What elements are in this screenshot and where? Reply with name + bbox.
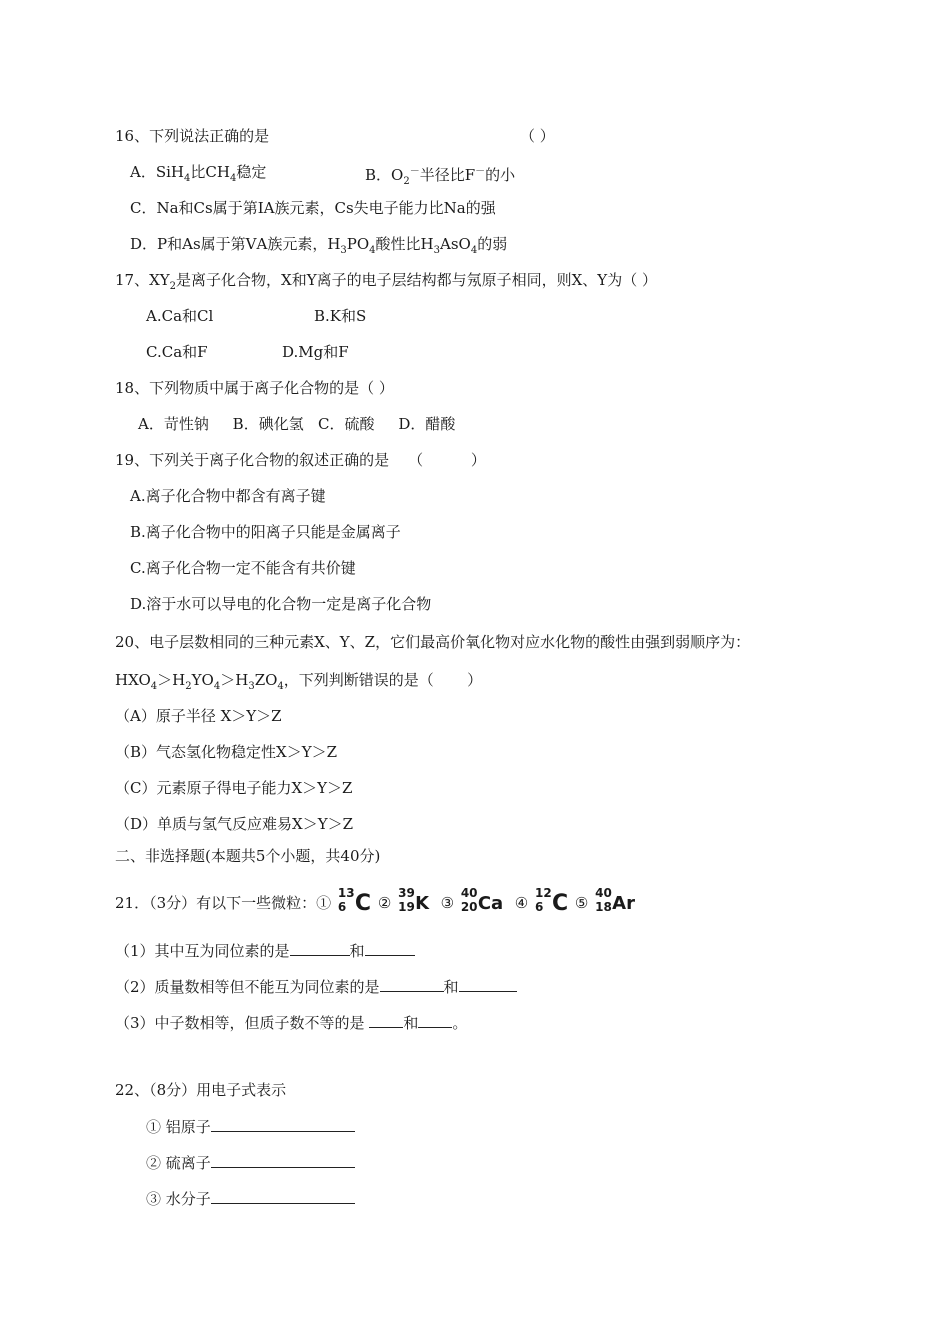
- q21-part1: （1）其中互为同位素的是 和: [115, 940, 415, 961]
- q19-option-a: A.离子化合物中都含有离子键: [130, 487, 326, 505]
- q22-item-aluminum-atom: ① 铝原子: [146, 1116, 355, 1137]
- q22-item-sulfide-ion: ② 硫离子: [146, 1152, 355, 1173]
- q21-part2: （2）质量数相等但不能互为同位素的是 和: [115, 976, 517, 997]
- section-heading: 二、非选择题(本题共5个小题，共40分): [115, 847, 381, 865]
- q21-part2-blank-1[interactable]: [380, 976, 444, 992]
- q17-stem: 17、$XY_2$是离子化合物，X和Y离子的电子层结构都与氖原子相同，则X、Y为（ ）: [115, 271, 657, 292]
- q16-option-d: D．P和As属于第ⅤA族元素，$H_3PO_4$酸性比$H_3AsO_4$的弱: [130, 235, 508, 256]
- nuclide-ar40: 40 18 Ar: [595, 886, 635, 914]
- q21-part1-blank-2[interactable]: [365, 940, 415, 956]
- nuclide-ca40: 40 20 Ca: [460, 886, 504, 914]
- q21-part2-blank-2[interactable]: [459, 976, 517, 992]
- q21-part3-blank-2[interactable]: [418, 1012, 452, 1028]
- q17-option-a: A.Ca和Cl: [146, 307, 214, 325]
- q17-option-c: C.Ca和F: [146, 343, 208, 361]
- nuclide-c12: 12 6 C: [534, 885, 569, 916]
- nuclide-c13: 13 6 C: [337, 885, 372, 916]
- q18-options: A．苛性钠 B．碘化氢 C．硫酸 D．醋酸: [138, 415, 456, 433]
- q16-option-a: A．SiH$_4$比$CH_4$稳定: [130, 163, 267, 184]
- q17-option-d: D.Mg和F: [282, 343, 349, 361]
- q19-option-d: D.溶于水可以导电的化合物一定是离子化合物: [130, 595, 432, 613]
- q19-option-c: C.离子化合物一定不能含有共价键: [130, 559, 356, 577]
- q19-option-b: B.离子化合物中的阳离子只能是金属离子: [130, 523, 401, 541]
- q20-stem: 20、电子层数相同的三种元素X、Y、Z，它们最高价氧化物对应水化物的酸性由强到弱顺序为：: [115, 633, 751, 651]
- q21-stem: 21．（3分）有以下一些微粒：① 13 6 C ② 39 19 K ③ 40 20 Ca ④ 12 6 C ⑤ 40 18 Ar: [115, 885, 635, 916]
- q16-option-c: C．Na和Cs属于第ⅠA族元素，Cs失电子能力比Na的强: [130, 199, 496, 217]
- q16-option-b: B．$O_2^-$半径比F－的小: [365, 166, 516, 187]
- q21-part3-blank-1[interactable]: [369, 1012, 403, 1028]
- q21-part3: （3）中子数相等，但质子数不等的是 和 。: [115, 1014, 468, 1032]
- q20-option-d: （D）单质与氢气反应难易X＞Y＞Z: [115, 815, 354, 833]
- q16-stem: 16、下列说法正确的是: [115, 127, 270, 145]
- nuclide-k39: 39 19 K: [398, 886, 430, 914]
- q20-option-c: （C）元素原子得电子能力X＞Y＞Z: [115, 779, 353, 797]
- q20-acid-order: $HXO_4>H_2YO_4>H_3ZO_4$，下列判断错误的是（ ）: [115, 671, 483, 692]
- q21-part1-blank-1[interactable]: [290, 940, 350, 956]
- q20-option-b: （B）气态氢化物稳定性X＞Y＞Z: [115, 743, 338, 761]
- q19-stem: 19、下列关于离子化合物的叙述正确的是 （ ）: [115, 451, 486, 469]
- q16-answer-paren: （ ）: [520, 127, 555, 145]
- q18-stem: 18、下列物质中属于离子化合物的是（ ）: [115, 379, 394, 397]
- q22-blank-3[interactable]: [211, 1188, 355, 1204]
- q22-blank-2[interactable]: [211, 1152, 355, 1168]
- q22-stem: 22、（8分）用电子式表示: [115, 1081, 287, 1099]
- q20-option-a: （A）原子半径 X＞Y＞Z: [115, 707, 282, 725]
- q22-item-water-molecule: ③ 水分子: [146, 1188, 355, 1209]
- q17-option-b: B.K和S: [314, 307, 367, 325]
- q22-blank-1[interactable]: [211, 1116, 355, 1132]
